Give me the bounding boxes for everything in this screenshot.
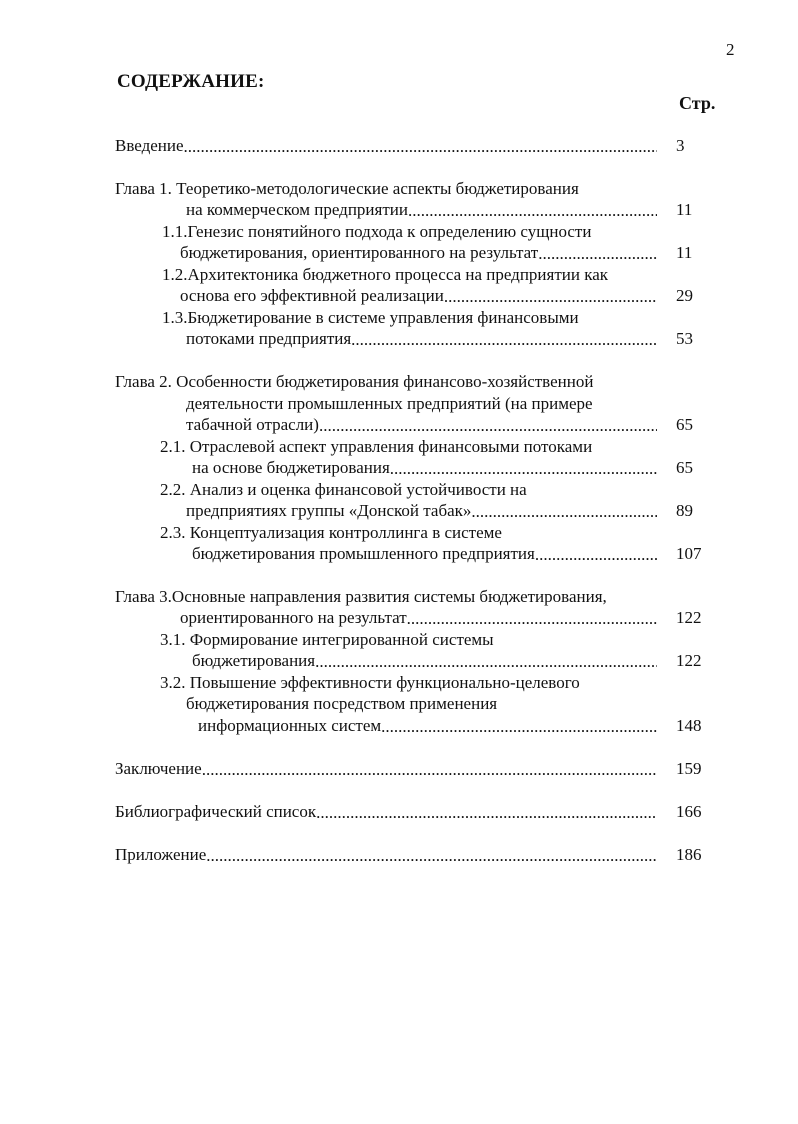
toc-entry-line: 2.3. Концептуализация контроллинга в системе	[160, 523, 502, 542]
toc-entry-section-1-1[interactable]	[162, 221, 660, 243]
toc-entry-page: 166	[676, 802, 702, 821]
toc-entry-chapter-1[interactable]	[115, 178, 660, 200]
page-number: 2	[726, 40, 735, 59]
toc-entry-line: на коммерческом предприятии .....	[186, 200, 408, 219]
toc-entry-page: 53	[676, 329, 693, 348]
toc-entry-section-1-3-cont	[186, 328, 657, 350]
toc-entry-page: 159	[676, 759, 702, 778]
toc-entry-section-1-1-cont	[180, 242, 657, 264]
toc-entry-line: 1.2.Архитектоника бюджетного процесса на предприятии как	[162, 265, 609, 284]
toc-entry-line: бюджетирования, ориентированного на результат .....	[180, 243, 538, 262]
toc-entry-page: 186	[676, 845, 702, 864]
toc-entry-conclusion[interactable]	[115, 758, 657, 780]
toc-entry-chapter-2[interactable]	[115, 371, 660, 393]
toc-entry-introduction[interactable]	[115, 135, 657, 157]
toc-entry-page: 122	[676, 608, 702, 627]
page-column-header: Стр.	[679, 93, 716, 113]
toc-entry-line: потоками предприятия .....	[186, 329, 351, 348]
toc-entry-bibliography[interactable]	[115, 801, 657, 823]
toc-entry-line: Заключение .....	[115, 759, 202, 778]
toc-entry-line: 2.1. Отраслевой аспект управления финансовыми потоками	[160, 437, 593, 456]
toc-entry-line: 2.2. Анализ и оценка финансовой устойчивости на	[160, 480, 527, 499]
toc-entry-section-2-3[interactable]	[160, 522, 660, 544]
toc-entry-line: 1.1.Генезис понятийного подхода к определению сущности	[162, 222, 592, 241]
toc-entry-line: на основе бюджетирования .....	[192, 458, 390, 477]
toc-entry-chapter-2-cont	[186, 393, 660, 415]
toc-entry-page: 122	[676, 651, 702, 670]
toc-entry-line: 3.1. Формирование интегрированной системы	[160, 630, 494, 649]
toc-entry-section-3-2[interactable]	[160, 672, 660, 694]
toc-entry-line: 3.2. Повышение эффективности функционально-целевого	[160, 673, 580, 692]
toc-entry-section-1-2[interactable]	[162, 264, 660, 286]
toc-entry-section-2-2[interactable]	[160, 479, 660, 501]
toc-entry-page: 29	[676, 286, 693, 305]
toc-entry-line: Глава 3.Основные направления развития системы бюджетирования,	[115, 587, 607, 606]
toc-entry-line: основа его эффективной реализации .....	[180, 286, 444, 305]
toc-entry-section-2-2-cont	[186, 500, 657, 522]
toc-entry-page: 11	[676, 200, 693, 219]
toc-entry-line: Библиографический список .....	[115, 802, 316, 821]
toc-entry-section-3-2-cont	[186, 693, 660, 715]
toc-entry-line: информационных систем .....	[198, 716, 381, 735]
toc-entry-page: 65	[676, 458, 693, 477]
toc-entry-line: деятельности промышленных предприятий (на примере	[186, 394, 593, 413]
toc-entry-page: 11	[676, 243, 693, 262]
toc-entry-page: 148	[676, 716, 702, 735]
toc-entry-line: табачной отрасли) .....	[186, 415, 319, 434]
toc-entry-line: Глава 2. Особенности бюджетирования финансово-хозяйственной	[115, 372, 594, 391]
toc-entry-section-3-2-cont2	[198, 715, 657, 737]
toc-entry-section-2-1[interactable]	[160, 436, 660, 458]
toc-entry-line: предприятиях группы «Донской табак» .....	[186, 501, 471, 520]
toc-entry-section-1-2-cont	[180, 285, 657, 307]
toc-entry-chapter-3[interactable]	[115, 586, 663, 608]
toc-entry-section-2-1-cont	[192, 457, 657, 479]
toc-entry-line: Приложение .....	[115, 845, 206, 864]
toc-entry-page: 89	[676, 501, 693, 520]
toc-entry-line: бюджетирования промышленного предприятия .....	[192, 544, 535, 563]
toc-entry-line: Введение .....	[115, 136, 184, 155]
toc-entry-appendix[interactable]	[115, 844, 657, 866]
toc-entry-chapter-2-cont2	[186, 414, 657, 436]
toc-entry-line: ориентированного на результат .....	[180, 608, 407, 627]
toc-entry-page: 65	[676, 415, 693, 434]
toc-entry-section-2-3-cont	[192, 543, 657, 565]
toc-entry-line: 1.3.Бюджетирование в системе управления финансовыми	[162, 308, 579, 327]
toc-entry-chapter-1-cont	[186, 199, 657, 221]
toc-entry-line: бюджетирования посредством применения	[186, 694, 498, 713]
toc-title: СОДЕРЖАНИЕ:	[117, 71, 265, 92]
toc-entry-page: 107	[676, 544, 702, 563]
toc-entry-section-3-1[interactable]	[160, 629, 660, 651]
toc-entry-page: 3	[676, 136, 685, 155]
toc-entry-chapter-3-cont	[180, 607, 657, 629]
toc-entry-section-3-1-cont	[192, 650, 657, 672]
toc-entry-line: Глава 1. Теоретико-методологические аспекты бюджетирования	[115, 179, 579, 198]
toc-entry-section-1-3[interactable]	[162, 307, 660, 329]
toc-entry-line: бюджетирования .....	[192, 651, 315, 670]
